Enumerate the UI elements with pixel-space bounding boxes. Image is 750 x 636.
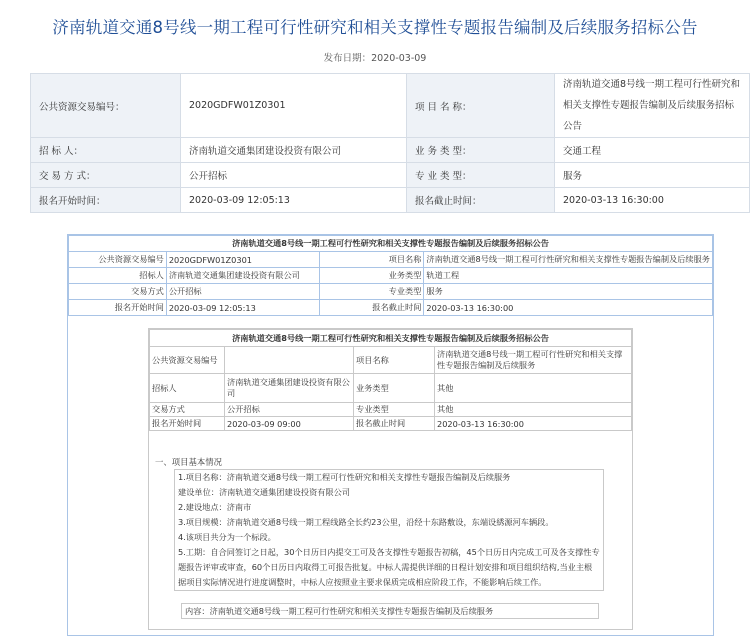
code-value: 2020GDFW01Z0301: [181, 74, 407, 138]
detail-line: 建设单位：济南轨道交通集团建设投资有限公司: [178, 487, 350, 497]
major-value: 服务: [555, 163, 750, 188]
code-label: 公共资源交易编号: [150, 347, 225, 374]
section-title: 一、项目基本情况: [155, 457, 222, 467]
end-label: 报名截止时间: [319, 300, 424, 316]
major-value: 服务: [424, 284, 713, 300]
tenderer-label: 招标人: [69, 268, 167, 284]
tenderer-value: 济南轨道交通集团建设投资有限公司: [166, 268, 319, 284]
project-label: 项 目 名 称：: [407, 74, 555, 138]
method-label: 交易方式: [150, 403, 225, 417]
start-label: 报名开始时间: [150, 417, 225, 431]
project-value: 济南轨道交通8号线一期工程可行性研究和相关支撑性专题报告编制及后续服务招标公告: [555, 74, 750, 138]
biztype-value: 交通工程: [555, 138, 750, 163]
method-label: 交 易 方 式：: [31, 163, 181, 188]
code-value: 2020GDFW01Z0301: [166, 252, 319, 268]
code-value: [225, 347, 354, 374]
end-value: 2020-03-13 16:30:00: [555, 188, 750, 213]
start-value: 2020-03-09 12:05:13: [166, 300, 319, 316]
content-line: 内容：济南轨道交通8号线一期工程可行性研究和相关支撑性专题报告编制及后续服务: [181, 603, 599, 619]
detail-line: 2.建设地点：济南市: [178, 502, 252, 512]
tenderer-label: 招 标 人：: [31, 138, 181, 163]
notice-frame-inner: [148, 328, 633, 630]
tenderer-label: 招标人: [150, 374, 225, 403]
end-value: 2020-03-13 16:30:00: [435, 417, 632, 431]
start-value: 2020-03-09 12:05:13: [181, 188, 407, 213]
biztype-label: 业务类型: [354, 374, 435, 403]
end-label: 报名截止时间：: [407, 188, 555, 213]
biztype-label: 业 务 类 型：: [407, 138, 555, 163]
detail-line: 4.该项目共分为一个标段。: [178, 532, 276, 542]
notice-caption: 济南轨道交通8号线一期工程可行性研究和相关支撑性专题报告编制及后续服务招标公告: [69, 236, 713, 252]
page-title: 济南轨道交通8号线一期工程可行性研究和相关支撑性专题报告编制及后续服务招标公告: [52, 18, 698, 37]
project-value: 济南轨道交通8号线一期工程可行性研究和相关支撑性专题报告编制及后续服务: [424, 252, 713, 268]
end-label: 报名截止时间: [354, 417, 435, 431]
tenderer-value: 济南轨道交通集团建设投资有限公司: [181, 138, 407, 163]
detail-line: 3.项目规模：济南轨道交通8号线一期工程线路全长约23公里，沿经十东路敷设，东端设綉源河车辆段。: [178, 517, 554, 527]
tenderer-value: 济南轨道交通集团建设投资有限公司: [225, 374, 354, 403]
start-value: 2020-03-09 09:00: [225, 417, 354, 431]
major-label: 专业类型: [354, 403, 435, 417]
detail-line: 5.工期：自合同签订之日起，30个日历日内提交工可及各支撑性专题报告初稿，45个日历日内完成工可及各支撑性专题报告评审或审查，60个日历日内取得工可报告批复。中标人需提供详细的日程计划安排和项目组织结构,当业主根据项目实际情况进行进度调整时，中标人应按照业主要求保质完成相应阶段工作，不能影响后续工作。: [178, 547, 600, 587]
method-label: 交易方式: [69, 284, 167, 300]
biztype-value: 其他: [435, 374, 632, 403]
project-label: 项目名称: [354, 347, 435, 374]
end-value: 2020-03-13 16:30:00: [424, 300, 713, 316]
method-value: 公开招标: [181, 163, 407, 188]
biztype-label: 业务类型: [319, 268, 424, 284]
project-details: [174, 469, 604, 591]
notice-table-outer: [68, 235, 713, 316]
code-label: 公共资源交易编号：: [31, 74, 181, 138]
notice-caption: 济南轨道交通8号线一期工程可行性研究和相关支撑性专题报告编制及后续服务招标公告: [150, 330, 632, 347]
start-label: 报名开始时间: [69, 300, 167, 316]
publish-date: 发布日期：2020-03-09: [323, 53, 427, 64]
detail-line: 1.项目名称：济南轨道交通8号线一期工程可行性研究和相关支撑性专题报告编制及后续服务: [178, 472, 511, 482]
info-table: [30, 73, 750, 213]
notice-table-inner: [149, 329, 632, 431]
major-label: 专业类型: [319, 284, 424, 300]
major-label: 专 业 类 型：: [407, 163, 555, 188]
project-value: 济南轨道交通8号线一期工程可行性研究和相关支撑性专题报告编制及后续服务: [435, 347, 632, 374]
method-value: 公开招标: [166, 284, 319, 300]
project-label: 项目名称: [319, 252, 424, 268]
major-value: 其他: [435, 403, 632, 417]
biztype-value: 轨道工程: [424, 268, 713, 284]
method-value: 公开招标: [225, 403, 354, 417]
code-label: 公共资源交易编号: [69, 252, 167, 268]
start-label: 报名开始时间：: [31, 188, 181, 213]
